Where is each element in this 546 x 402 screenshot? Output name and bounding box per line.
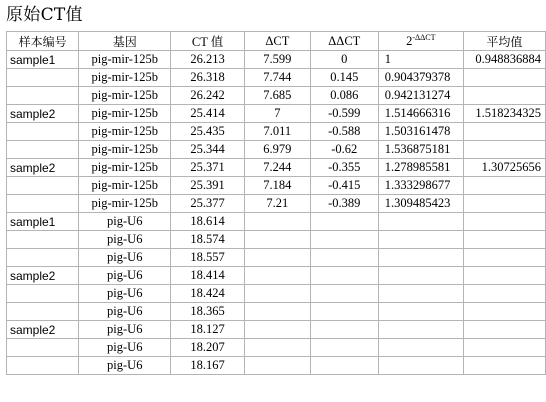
delta-ct-cell: [244, 321, 310, 339]
header-sample-id: 样本编号: [7, 32, 79, 51]
average-cell: [463, 339, 545, 357]
ct-value-table: [6, 31, 546, 375]
relative-expression-cell: 1.333298677: [378, 177, 463, 195]
page-title: 原始CT值: [6, 5, 83, 25]
gene-cell: pig-U6: [79, 339, 171, 357]
delta-delta-ct-cell: [310, 249, 378, 267]
delta-delta-ct-cell: 0: [310, 51, 378, 69]
table-row: [7, 51, 546, 69]
delta-ct-cell: [244, 339, 310, 357]
sample-id-cell: sample1: [7, 51, 79, 69]
average-cell: [463, 231, 545, 249]
ct-value-cell: 26.242: [171, 87, 245, 105]
relative-expression-cell: [378, 267, 463, 285]
sample-id-cell: [7, 177, 79, 195]
gene-cell: pig-U6: [79, 357, 171, 375]
relative-expression-cell: 1: [378, 51, 463, 69]
average-cell: [463, 123, 545, 141]
delta-ct-cell: 7.011: [244, 123, 310, 141]
sample-id-cell: [7, 357, 79, 375]
table-row: [7, 159, 546, 177]
table-row: [7, 267, 546, 285]
ct-value-cell: 18.424: [171, 285, 245, 303]
table-row: [7, 321, 546, 339]
delta-delta-ct-cell: -0.355: [310, 159, 378, 177]
delta-ct-cell: [244, 267, 310, 285]
sample-id-cell: [7, 303, 79, 321]
table-row: [7, 87, 546, 105]
sample-id-cell: sample2: [7, 321, 79, 339]
delta-ct-cell: 7.244: [244, 159, 310, 177]
delta-ct-cell: 7.744: [244, 69, 310, 87]
delta-ct-cell: 7.685: [244, 87, 310, 105]
sample-id-cell: sample1: [7, 213, 79, 231]
average-cell: [463, 357, 545, 375]
header-delta-ct: ΔCT: [244, 32, 310, 51]
ct-value-cell: 26.213: [171, 51, 245, 69]
sample-id-cell: [7, 249, 79, 267]
table-row: [7, 141, 546, 159]
delta-delta-ct-cell: [310, 213, 378, 231]
relative-expression-cell: [378, 213, 463, 231]
delta-ct-cell: 7.184: [244, 177, 310, 195]
delta-ct-cell: [244, 249, 310, 267]
table-row: [7, 177, 546, 195]
ct-value-cell: 25.435: [171, 123, 245, 141]
gene-cell: pig-U6: [79, 231, 171, 249]
header-gene: 基因: [79, 32, 171, 51]
delta-ct-cell: 6.979: [244, 141, 310, 159]
sample-id-cell: [7, 231, 79, 249]
gene-cell: pig-U6: [79, 285, 171, 303]
ct-value-cell: 18.365: [171, 303, 245, 321]
gene-cell: pig-mir-125b: [79, 141, 171, 159]
delta-ct-cell: 7: [244, 105, 310, 123]
gene-cell: pig-U6: [79, 321, 171, 339]
table-row: [7, 123, 546, 141]
average-cell: 1.30725656: [463, 159, 545, 177]
ct-value-cell: 18.614: [171, 213, 245, 231]
delta-delta-ct-cell: -0.599: [310, 105, 378, 123]
delta-delta-ct-cell: -0.415: [310, 177, 378, 195]
ct-value-cell: 18.207: [171, 339, 245, 357]
delta-delta-ct-cell: [310, 357, 378, 375]
table-row: [7, 249, 546, 267]
relative-expression-cell: 1.503161478: [378, 123, 463, 141]
average-cell: [463, 303, 545, 321]
delta-delta-ct-cell: [310, 303, 378, 321]
ct-value-cell: 18.557: [171, 249, 245, 267]
delta-delta-ct-cell: 0.086: [310, 87, 378, 105]
delta-delta-ct-cell: [310, 339, 378, 357]
relative-expression-cell: 1.278985581: [378, 159, 463, 177]
delta-delta-ct-cell: -0.588: [310, 123, 378, 141]
sample-id-cell: [7, 123, 79, 141]
average-cell: [463, 141, 545, 159]
delta-ct-cell: [244, 303, 310, 321]
sample-id-cell: sample2: [7, 105, 79, 123]
header-relative-expression: [378, 32, 463, 51]
header-rq-exponent: -ΔΔCT: [412, 32, 436, 42]
sample-id-cell: sample2: [7, 159, 79, 177]
table-row: [7, 105, 546, 123]
relative-expression-cell: 0.942131274: [378, 87, 463, 105]
gene-cell: pig-U6: [79, 267, 171, 285]
sample-id-cell: [7, 195, 79, 213]
ct-value-cell: 25.414: [171, 105, 245, 123]
ct-value-cell: 18.414: [171, 267, 245, 285]
average-cell: 1.518234325: [463, 105, 545, 123]
delta-delta-ct-cell: [310, 267, 378, 285]
ct-value-cell: 18.574: [171, 231, 245, 249]
relative-expression-cell: [378, 285, 463, 303]
delta-ct-cell: 7.21: [244, 195, 310, 213]
header-ct-value: CT 值: [171, 32, 245, 51]
average-cell: [463, 87, 545, 105]
table-row: [7, 213, 546, 231]
ct-value-cell: 25.344: [171, 141, 245, 159]
delta-delta-ct-cell: [310, 231, 378, 249]
gene-cell: pig-mir-125b: [79, 177, 171, 195]
ct-value-cell: 18.167: [171, 357, 245, 375]
relative-expression-cell: 1.536875181: [378, 141, 463, 159]
delta-ct-cell: [244, 285, 310, 303]
average-cell: [463, 321, 545, 339]
table-row: [7, 285, 546, 303]
delta-delta-ct-cell: [310, 321, 378, 339]
average-cell: [463, 195, 545, 213]
relative-expression-cell: [378, 339, 463, 357]
gene-cell: pig-U6: [79, 303, 171, 321]
relative-expression-cell: [378, 357, 463, 375]
average-cell: 0.948836884: [463, 51, 545, 69]
gene-cell: pig-U6: [79, 213, 171, 231]
delta-delta-ct-cell: -0.62: [310, 141, 378, 159]
header-delta-delta-ct: ΔΔCT: [310, 32, 378, 51]
gene-cell: pig-mir-125b: [79, 105, 171, 123]
ct-value-cell: 25.391: [171, 177, 245, 195]
gene-cell: pig-mir-125b: [79, 87, 171, 105]
header-row: [7, 32, 546, 51]
gene-cell: pig-U6: [79, 249, 171, 267]
table-row: [7, 339, 546, 357]
header-average: 平均值: [463, 32, 545, 51]
delta-delta-ct-cell: 0.145: [310, 69, 378, 87]
relative-expression-cell: 1.309485423: [378, 195, 463, 213]
ct-value-cell: 18.127: [171, 321, 245, 339]
gene-cell: pig-mir-125b: [79, 159, 171, 177]
delta-ct-cell: [244, 213, 310, 231]
delta-ct-cell: 7.599: [244, 51, 310, 69]
sample-id-cell: [7, 285, 79, 303]
gene-cell: pig-mir-125b: [79, 51, 171, 69]
sample-id-cell: [7, 69, 79, 87]
sample-id-cell: [7, 339, 79, 357]
sample-id-cell: [7, 87, 79, 105]
table-row: [7, 357, 546, 375]
table-row: [7, 303, 546, 321]
ct-value-cell: 26.318: [171, 69, 245, 87]
ct-value-cell: 25.371: [171, 159, 245, 177]
relative-expression-cell: 1.514666316: [378, 105, 463, 123]
table-row: [7, 231, 546, 249]
average-cell: [463, 177, 545, 195]
gene-cell: pig-mir-125b: [79, 123, 171, 141]
average-cell: [463, 267, 545, 285]
relative-expression-cell: [378, 303, 463, 321]
relative-expression-cell: [378, 231, 463, 249]
relative-expression-cell: [378, 249, 463, 267]
relative-expression-cell: 0.904379378: [378, 69, 463, 87]
relative-expression-cell: [378, 321, 463, 339]
delta-delta-ct-cell: -0.389: [310, 195, 378, 213]
gene-cell: pig-mir-125b: [79, 195, 171, 213]
average-cell: [463, 249, 545, 267]
average-cell: [463, 213, 545, 231]
table-row: [7, 69, 546, 87]
delta-ct-cell: [244, 231, 310, 249]
delta-ct-cell: [244, 357, 310, 375]
sample-id-cell: sample2: [7, 267, 79, 285]
header-rq-base: 2: [406, 33, 413, 48]
average-cell: [463, 285, 545, 303]
table-row: [7, 195, 546, 213]
sample-id-cell: [7, 141, 79, 159]
table-body: [7, 51, 546, 375]
ct-value-cell: 25.377: [171, 195, 245, 213]
average-cell: [463, 69, 545, 87]
delta-delta-ct-cell: [310, 285, 378, 303]
gene-cell: pig-mir-125b: [79, 69, 171, 87]
